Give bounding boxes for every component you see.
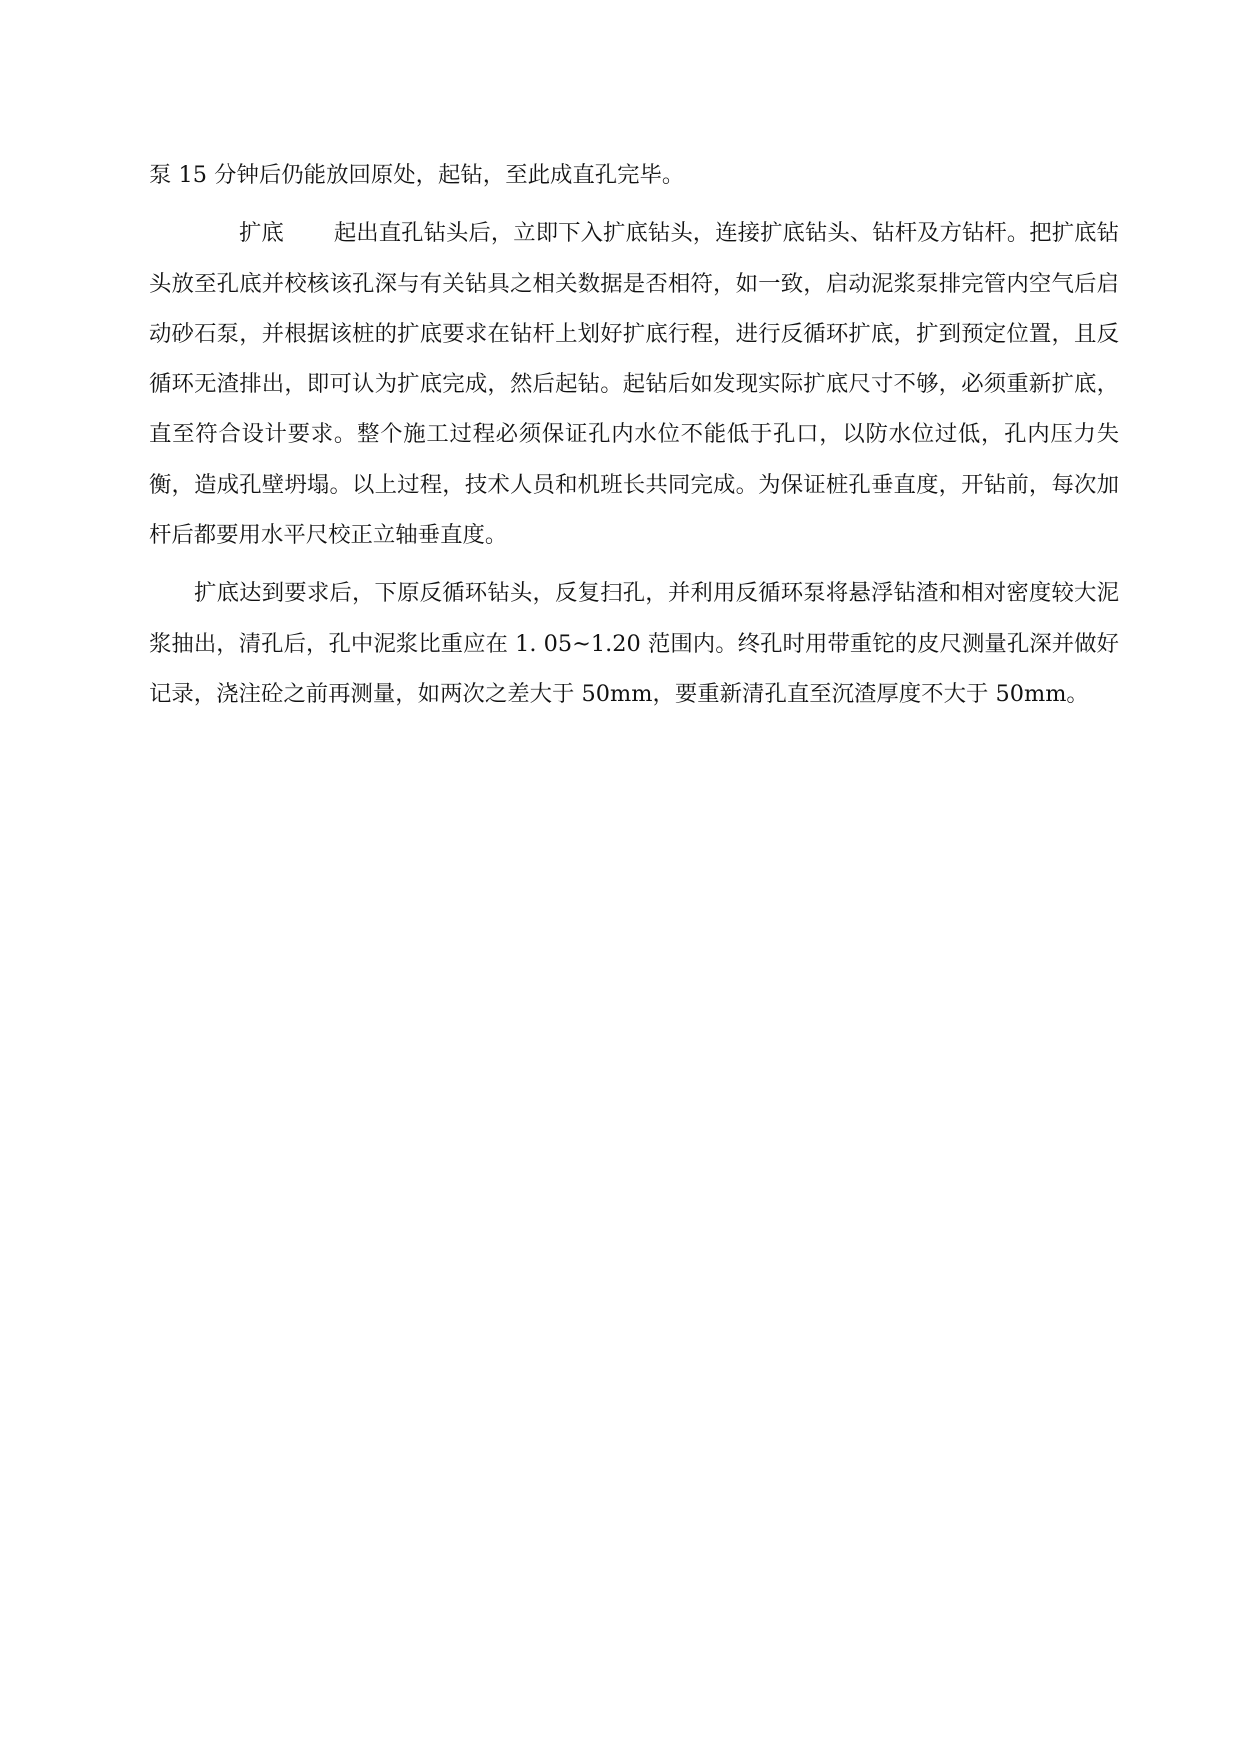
paragraph-3: 扩底达到要求后，下原反循环钻头，反复扫孔，并利用反循环泵将悬浮钻渣和相对密度较大泥浆抽出，清孔后，孔中泥浆比重应在 1. 05~1.20 范围内。终孔时用带重铊的皮尺测量孔深并做好记录，浇注砼之前再测量，如两次之差大于 50mm，要重新清孔直至沉渣厚度不大于 50mm。 — [149, 580, 1119, 707]
paragraph-2 — [149, 208, 1119, 560]
document-body — [149, 150, 1119, 719]
paragraph-1: 泵 15 分钟后仍能放回原处，起钻，至此成直孔完毕。 — [149, 162, 685, 188]
paragraph-2-heading: 扩底 — [239, 220, 284, 247]
paragraph-2-text: 起出直孔钻头后，立即下入扩底钻头，连接扩底钻头、钻杆及方钻杆。把扩底钻头放至孔底并校核该孔深与有关钻具之相关数据是否相符，如一致，启动泥浆泵排完管内空气后启动砂石泵，并根据该桩的扩底要求在钻杆上划好扩底行程，进行反循环扩底，扩到预定位置，且反循环无渣排出，即可认为扩底完成，然后起钻。起钻后如发现实际扩底尺寸不够，必须重新扩底，直至符合设计要求。整个施工过程必须保证孔内水位不能低于孔口，以防水位过低，孔内压力失衡，造成孔壁坍塌。以上过程，技术人员和机班长共同完成。为保证桩孔垂直度，开钻前，每次加杆后都要用水平尺校正立轴垂直度。 — [149, 220, 1119, 549]
